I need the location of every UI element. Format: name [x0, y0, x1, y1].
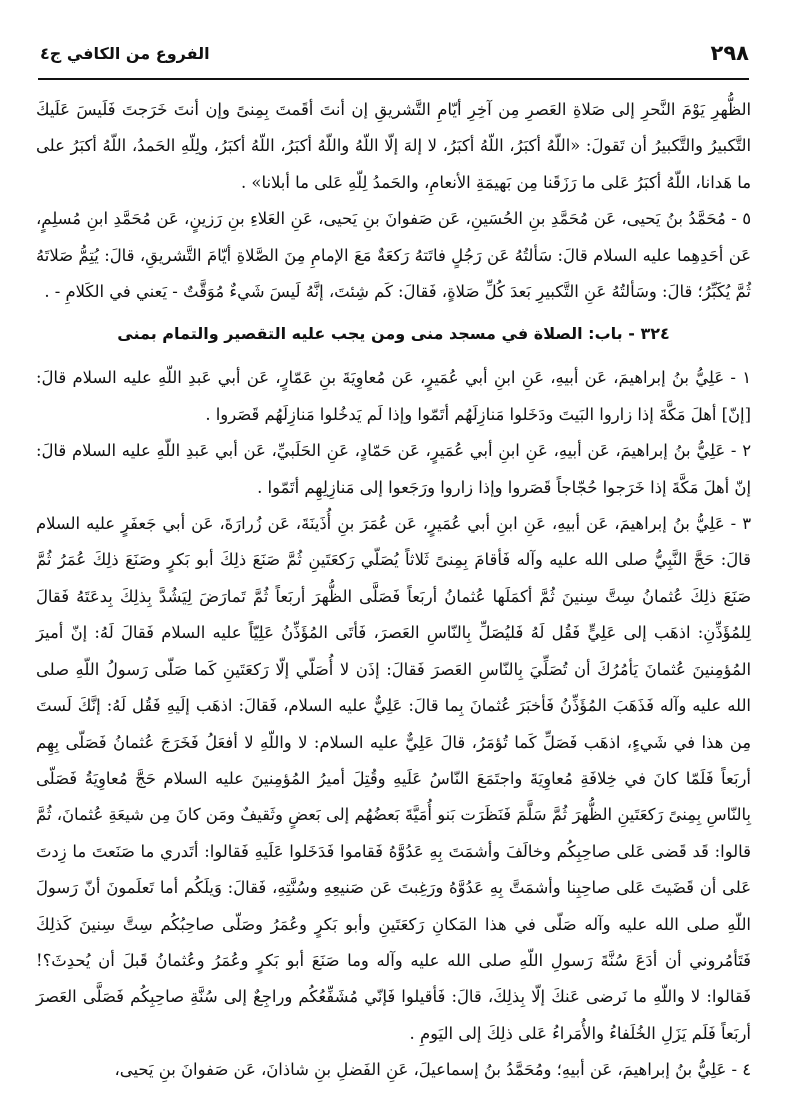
hadith-4: ٤ - عَلِيُّ بنُ إبراهيمَ، عَن أبيهِ؛ ومُحَمَّدُ بنُ إسماعيلَ، عَنِ الفَضلِ بنِ شاذانَ، عَن صَفوانَ بنِ يَحيى،: [114, 1060, 751, 1080]
page-body: [36, 92, 751, 1089]
page-number: ٢٩٨: [710, 41, 749, 65]
hadith-1: ١ - عَلِيُّ بنُ إبراهيمَ، عَن أبيهِ، عَنِ ابنِ أبي عُمَيرٍ، عَن مُعاوِيَةَ بنِ عَمّارٍ، عَن أبي عَبدِ اللّهِ عليه السلام قالَ: [إنّ] أهلَ مَكَّةَ إذا زاروا البَيتَ ودَخَلوا مَنازِلَهُم أتَمّوا وإذا لَم يَدخُلوا مَنازِلَهُم قَصَروا .: [36, 368, 751, 424]
hadith-2: ٢ - عَلِيُّ بنُ إبراهيمَ، عَن أبيهِ، عَنِ ابنِ أبي عُمَيرٍ، عَن حَمّادٍ، عَنِ الحَلَبيِّ، عَن أبي عَبدِ اللّهِ عليه السلام قالَ: إنّ أهلَ مَكَّةَ إذا خَرَجوا حُجّاجاً قَصَروا وإذا زاروا ورَجَعوا إلى مَنازِلِهِم أتَمّوا .: [36, 441, 751, 497]
page-header: [40, 38, 749, 68]
hadith-5: ٥ - مُحَمَّدُ بنُ يَحيى، عَن مُحَمَّدِ بنِ الحُسَينِ، عَن صَفوانَ بنِ يَحيى، عَنِ العَلاءِ بنِ رَزينٍ، عَن مُحَمَّدِ ابنِ مُسلِمٍ، عَن أحَدِهِما عليه السلام قالَ: سَألتُهُ عَن رَجُلٍ فاتَتهُ رَكعَةٌ مَعَ الإمامِ مِنَ الصَّلاةِ أيّامَ التَّشريقِ، قالَ: يُتِمُّ صَلاتَهُ ثُمَّ يُكَبِّرُ؛ قالَ: وسَألتُهُ عَنِ التَّكبيرِ بَعدَ كُلِّ صَلاةٍ، فَقالَ: كَم شِئتَ، إنَّهُ لَيسَ شَيءٌ مُوَقَّتٌ - يَعني في الكَلامِ - .: [36, 209, 751, 302]
hadith-3: ٣ - عَلِيُّ بنُ إبراهيمَ، عَن أبيهِ، عَنِ ابنِ أبي عُمَيرٍ، عَن عُمَرَ بنِ أُذَينَةَ، عَن زُرارَةَ، عَن أبي جَعفَرٍ عليه السلام قالَ: حَجَّ النَّبِيُّ صلى الله عليه وآله فَأقامَ بِمِنىً ثَلاثاً يُصَلّي رَكعَتَينِ ثُمَّ صَنَعَ ذلِكَ أبو بَكرٍ وصَنَعَ ذلِكَ عُمَرُ ثُمَّ صَنَعَ ذلِكَ عُثمانُ سِتَّ سِنينَ ثُمَّ أكمَلَها عُثمانُ أربَعاً فَصَلَّى الظُّهرَ أربَعاً ثُمَّ تَمارَضَ لِيَشُدَّ بِذلِكَ بِدعَتَهُ فَقالَ لِلمُؤَذِّنِ: اذهَب إلى عَلِيٍّ فَقُل لَهُ فَليُصَلِّ بِالنّاسِ العَصرَ، فَأتَى المُؤَذِّنُ عَلِيّاً عليه السلام فَقالَ لَهُ: إنّ أميرَ المُؤمِنينَ عُثمانَ يَأمُرُكَ أن تُصَلِّيَ بِالنّاسِ العَصرَ فَقالَ: إذَن لا أُصَلّي إلّا رَكعَتَينِ كَما صَلّى رَسولُ اللّهِ صلى الله عليه وآله فَذَهَبَ المُؤَذِّنُ فَأخبَرَ عُثمانَ بِما قالَ: عَلِيٌّ عليه السلام، فَقالَ: اذهَب إلَيهِ فَقُل لَهُ: إنَّكَ لَستَ مِن هذا في شَيءٍ، اذهَب فَصَلِّ كَما تُؤمَرُ، قالَ عَلِيٌّ عليه السلام: لا واللّهِ لا أفعَلُ فَخَرَجَ عُثمانُ فَصَلّى بِهِم أربَعاً فَلَمّا كانَ في خِلافَةِ مُعاوِيَةَ واجتَمَعَ النّاسُ عَلَيهِ وقُتِلَ أميرُ المُؤمِنينَ عليه السلام حَجَّ مُعاوِيَةُ فَصَلّى بِالنّاسِ بِمِنىً رَكعَتَينِ الظُّهرَ ثُمَّ سَلَّمَ فَنَظَرَت بَنو أُمَيَّةَ بَعضُهُم إلى بَعضٍ وثَقيفٌ ومَن كانَ مِن شيعَةِ عُثمانَ، ثُمَّ قالوا: قَد قَضى عَلى صاحِبِكُم وخالَفَ وأشمَتَ بِهِ عَدُوَّهُ فَقاموا فَدَخَلوا عَلَيهِ فَقالوا: أتَدري ما صَنَعتَ ما زِدتَ عَلى أن قَضَيتَ عَلى صاحِبِنا وأشمَتَّ بِهِ عَدُوَّهُ ورَغِبتَ عَن صَنيعِهِ وسُنَّتِهِ، فَقالَ: وَيلَكُم أما تَعلَمونَ أنّ رَسولَ اللّهِ صلى الله عليه وآله صَلّى في هذا المَكانِ رَكعَتَينِ وأبو بَكرٍ وعُمَرُ وصَلّى صاحِبُكُم سِتَّ سِنينَ كَذلِكَ فَتَأمُروني أن أدَعَ سُنَّةَ رَسولِ اللّهِ صلى الله عليه وآله وما صَنَعَ أبو بَكرٍ وعُمَرُ وعُثمانُ قَبلَ أن يُحدِثَ؟! فَقالوا: لا واللّهِ ما نَرضى عَنكَ إلّا بِذلِكَ، قالَ: فَأقيلوا فَإنّي مُشَفِّعُكُم وراجِعٌ إلى سُنَّةِ صاحِبِكُم فَصَلَّى العَصرَ أربَعاً فَلَم يَزَلِ الخُلَفاءُ والأُمَراءُ عَلى ذلِكَ إلى اليَومِ .: [36, 514, 751, 1043]
chapter-heading: ٣٢٤ - باب: الصلاة في مسجد منى ومن يجب عليه التقصير والتمام بمنى: [117, 324, 670, 344]
header-divider: [38, 78, 749, 80]
running-title: الفروع من الكافي ج٤: [40, 43, 210, 63]
paragraph-continuation: الظُّهرِ يَوْمَ النَّحرِ إلى صَلاةِ العَصرِ مِن آخِرِ أيّامِ التَّشريقِ إن أنتَ أقَمتَ بِمِنىً وإن أنتَ خَرَجتَ فَلَيسَ عَلَيكَ التَّكبيرُ والتَّكبيرُ أن تَقولَ: «اللّهُ أكبَرُ، اللّهُ أكبَرُ، لا إلهَ إلّا اللّهُ واللّهُ أكبَرُ، اللّهُ أكبَرُ، ولِلّهِ الحَمدُ، اللّهُ أكبَرُ على ما هَدانا، اللّهُ أكبَرُ عَلى ما رَزَقَنا مِن بَهيمَةِ الأنعامِ، والحَمدُ لِلّهِ عَلى ما أبلانا» .: [36, 100, 751, 192]
